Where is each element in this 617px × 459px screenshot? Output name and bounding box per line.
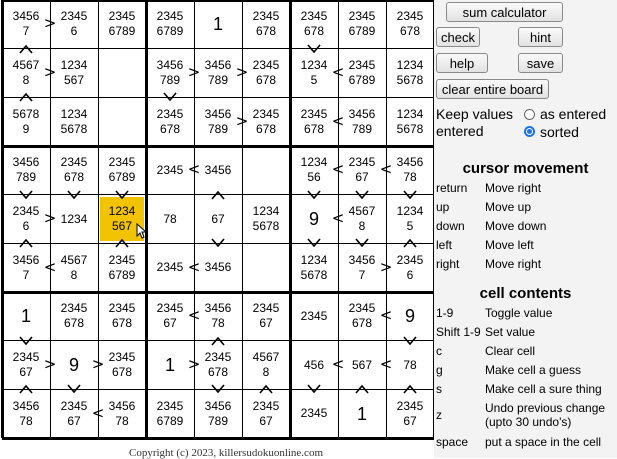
up-chevron-sign [258, 384, 274, 394]
sudoku-grid [2, 0, 434, 438]
cell-r8c5[interactable] [196, 343, 240, 388]
cell-r9c4[interactable] [148, 391, 192, 436]
down-chevron-sign [402, 336, 418, 346]
less-than-sign: < [43, 257, 57, 276]
cell-contents-heading: cell contents [479, 285, 572, 302]
less-than-sign: < [187, 160, 201, 179]
down-chevron-sign [306, 238, 322, 248]
grid-line-horizontal [2, 48, 434, 49]
cell-r4c6[interactable] [244, 148, 288, 193]
shortcut-key: s [436, 382, 442, 396]
cursor-movement-heading: cursor movement [462, 160, 589, 177]
less-than-sign: < [379, 355, 393, 374]
shortcut-description: Move left [485, 238, 534, 252]
cell-candidates: 2345 678 [108, 301, 136, 331]
cell-r7c3[interactable] [100, 294, 144, 339]
up-chevron-sign [18, 384, 34, 394]
cell-candidates: 2345 6789 [348, 9, 376, 39]
up-chevron-sign [402, 238, 418, 248]
as-entered-label: as entered [540, 106, 607, 122]
cell-candidates: 2345 678 [300, 9, 328, 39]
save-button[interactable]: save [518, 53, 563, 73]
cell-candidates: 2345 678 [252, 57, 280, 87]
less-than-sign: < [187, 306, 201, 325]
shortcut-description: Make cell a sure thing [485, 382, 602, 396]
cell-candidates: 1234 5678 [60, 106, 88, 136]
cell-r9c6[interactable] [244, 391, 288, 436]
cell-r1c1[interactable] [4, 2, 48, 47]
shortcut-key: 1-9 [436, 306, 454, 320]
down-chevron-sign [402, 190, 418, 200]
cell-r5c9[interactable] [388, 197, 432, 242]
down-chevron-sign [306, 44, 322, 54]
cell-candidates: 1234 567 [108, 204, 136, 233]
cell-r3c8[interactable] [340, 99, 384, 144]
check-button[interactable]: check [436, 27, 480, 47]
cell-r7c9[interactable] [388, 294, 432, 339]
cell-r8c1[interactable] [4, 343, 48, 388]
cell-r8c9[interactable] [388, 343, 432, 388]
cell-candidates: 1234 5678 [300, 252, 328, 282]
cell-r9c3[interactable] [100, 391, 144, 436]
sorted-radio[interactable] [524, 126, 535, 137]
cell-candidates: 2345 6789 [156, 398, 184, 428]
down-chevron-sign [66, 384, 82, 394]
cell-candidates: 2345 6789 [108, 155, 136, 185]
cell-candidates: 456 [303, 357, 325, 372]
cell-r2c7[interactable] [292, 51, 336, 96]
less-than-sign: < [379, 306, 393, 325]
cell-r4c1[interactable] [4, 148, 48, 193]
cell-candidates: 3456 789 [204, 398, 232, 428]
cell-candidates: 2345 67 [252, 398, 280, 428]
cell-r4c7[interactable] [292, 148, 336, 193]
less-than-sign: < [331, 209, 345, 227]
up-chevron-sign [18, 92, 34, 102]
cell-r5c1[interactable] [4, 197, 48, 242]
cell-r7c1[interactable] [4, 294, 48, 339]
cell-candidates: 3456 [204, 260, 232, 275]
cell-candidates: 1234 567 [60, 57, 88, 87]
less-than-sign: < [331, 63, 345, 81]
cell-candidates: 2345 67 [348, 155, 376, 185]
cell-candidates: 3456 789 [204, 57, 232, 87]
cell-r3c3[interactable] [100, 99, 144, 144]
cell-r5c8[interactable] [340, 197, 384, 242]
shortcut-key: c [436, 344, 442, 358]
cell-candidates: 2345 6 [60, 9, 88, 39]
cell-candidates: 2345 6789 [156, 9, 184, 39]
cell-candidates: 1234 [60, 211, 88, 226]
cell-candidates: 2345 [300, 406, 328, 421]
cell-candidates: 67 [211, 211, 225, 226]
cell-r1c7[interactable] [292, 2, 336, 47]
cell-r6c4[interactable] [148, 245, 192, 290]
cell-candidates: 3456 7 [348, 252, 376, 282]
cell-candidates: 4567 8 [252, 350, 280, 380]
shortcut-key: left [436, 238, 453, 252]
less-than-sign: < [331, 355, 345, 374]
less-than-sign: < [331, 160, 345, 179]
cell-r8c4[interactable] [148, 343, 192, 388]
cell-candidates: 78 [163, 211, 177, 226]
cell-r1c5[interactable] [196, 2, 240, 47]
shortcut-key: g [436, 363, 443, 377]
cell-r9c8[interactable] [340, 391, 384, 436]
cell-candidates: 1234 5 [396, 204, 424, 233]
control-panel [434, 0, 617, 458]
grid-line-horizontal [2, 437, 434, 440]
cell-candidates: 2345 [156, 162, 184, 177]
shortcut-description: Set value [485, 325, 536, 339]
cell-candidates: 2345 6789 [348, 57, 376, 87]
greater-than-sign: > [91, 355, 105, 374]
down-chevron-sign [18, 336, 34, 346]
cell-candidates: 3456 78 [12, 398, 40, 428]
up-chevron-sign [210, 190, 226, 200]
down-chevron-sign [354, 190, 370, 200]
cell-candidates: 2345 67 [12, 350, 40, 380]
cell-candidates: 2345 [156, 260, 184, 275]
cell-candidates: 1 [164, 355, 175, 376]
shortcut-key: down [436, 219, 465, 233]
cell-r9c1[interactable] [4, 391, 48, 436]
cell-r4c9[interactable] [388, 148, 432, 193]
cell-r5c4[interactable] [148, 197, 192, 242]
up-chevron-sign [114, 238, 130, 248]
cell-candidates: 3456 78 [108, 398, 136, 428]
shortcut-key: space [436, 435, 469, 449]
cell-candidates: 3456 7 [12, 9, 40, 39]
grid-line-horizontal [2, 145, 434, 148]
shortcut-key: right [436, 257, 460, 271]
cell-r3c1[interactable] [4, 99, 48, 144]
shortcut-description: Make cell a guess [485, 363, 582, 377]
copyright-text: Copyright (c) 2023, killersudokuonline.com [129, 447, 323, 459]
help-button[interactable]: help [436, 53, 488, 73]
less-than-sign: < [91, 403, 105, 422]
as-entered-radio[interactable] [524, 109, 535, 120]
shortcut-description: Undo previous change (upto 30 undo's) [485, 401, 606, 429]
cell-r6c3[interactable] [100, 245, 144, 290]
cell-candidates: 9 [404, 306, 415, 327]
cell-candidates: 78 [403, 357, 417, 372]
cell-candidates: 1 [20, 306, 31, 327]
cell-r8c3[interactable] [100, 343, 144, 388]
cell-candidates: 2345 678 [348, 301, 376, 331]
cell-candidates: 9 [308, 209, 319, 229]
cell-r3c9[interactable] [388, 99, 432, 144]
shortcut-description: Clear cell [485, 344, 536, 358]
cell-r5c7[interactable] [292, 197, 336, 242]
down-chevron-sign [162, 92, 178, 102]
cell-candidates: 3456 789 [204, 106, 232, 136]
cell-candidates: 1234 5 [300, 57, 328, 87]
less-than-sign: < [187, 257, 201, 276]
cell-candidates: 2345 6 [396, 252, 424, 282]
cell-r7c8[interactable] [340, 294, 384, 339]
cell-candidates: 2345 6 [12, 204, 40, 233]
less-than-sign: < [379, 160, 393, 179]
cell-candidates: 2345 6789 [108, 9, 136, 39]
cell-r9c7[interactable] [292, 391, 336, 436]
shortcut-description: put a space in the cell [485, 435, 602, 449]
cell-r1c8[interactable] [340, 2, 384, 47]
cell-candidates: 2345 67 [156, 301, 184, 331]
up-chevron-sign [18, 44, 34, 54]
cell-r7c5[interactable] [196, 294, 240, 339]
cell-r6c6[interactable] [244, 245, 288, 290]
cell-r4c2[interactable] [52, 148, 96, 193]
cell-r9c5[interactable] [196, 391, 240, 436]
shortcut-key: return [436, 181, 468, 195]
cell-candidates: 2345 [300, 308, 328, 323]
cell-candidates: 567 [351, 357, 373, 372]
cell-r2c3[interactable] [100, 51, 144, 96]
greater-than-sign: > [187, 63, 201, 81]
cell-r6c5[interactable] [196, 245, 240, 290]
cell-candidates: 3456 [204, 162, 232, 177]
cell-r5c5[interactable] [196, 197, 240, 242]
cell-r2c8[interactable] [340, 51, 384, 96]
grid-line-horizontal [2, 97, 434, 98]
cell-candidates: 2345 678 [252, 106, 280, 136]
cell-r7c4[interactable] [148, 294, 192, 339]
down-chevron-sign [18, 190, 34, 200]
cell-r8c6[interactable] [244, 343, 288, 388]
cell-candidates: 1234 5678 [396, 57, 424, 87]
cell-r6c2[interactable] [52, 245, 96, 290]
grid-line-horizontal [2, 291, 434, 294]
cell-candidates: 2345 678 [156, 106, 184, 136]
cell-r4c4[interactable] [148, 148, 192, 193]
cell-candidates: 4567 8 [60, 252, 88, 282]
cell-r7c2[interactable] [52, 294, 96, 339]
cell-r8c8[interactable] [340, 343, 384, 388]
cell-r2c6[interactable] [244, 51, 288, 96]
cell-r2c5[interactable] [196, 51, 240, 96]
down-chevron-sign [66, 190, 82, 200]
greater-than-sign: > [43, 63, 57, 81]
cell-candidates: 2345 678 [60, 155, 88, 185]
clear-entire-board-button[interactable]: clear entire board [436, 79, 549, 99]
shortcut-description: Move down [485, 219, 547, 233]
cell-r8c2[interactable] [52, 343, 96, 388]
cell-candidates: 2345 6789 [108, 252, 136, 282]
down-chevron-sign [210, 238, 226, 248]
cell-candidates: 3456 789 [156, 57, 184, 87]
mouse-pointer-icon [136, 223, 146, 239]
cell-r6c8[interactable] [340, 245, 384, 290]
shortcut-key: z [436, 408, 442, 422]
cell-r2c1[interactable] [4, 51, 48, 96]
cell-candidates: 1 [356, 403, 367, 424]
up-chevron-sign [354, 384, 370, 394]
cell-candidates: 3456 7 [12, 252, 40, 282]
cell-r6c9[interactable] [388, 245, 432, 290]
greater-than-sign: > [43, 355, 57, 374]
grid-line-vertical [145, 0, 148, 438]
shortcut-description: Move right [485, 257, 542, 271]
cell-r7c6[interactable] [244, 294, 288, 339]
cell-candidates: 2345 678 [252, 9, 280, 39]
grid-line-horizontal [2, 0, 434, 2]
cell-r1c6[interactable] [244, 2, 288, 47]
cell-r5c2[interactable] [52, 197, 96, 242]
cell-r3c2[interactable] [52, 99, 96, 144]
shortcut-description: Toggle value [485, 306, 553, 320]
hint-button[interactable]: hint [518, 27, 563, 47]
cell-candidates: 4567 8 [348, 204, 376, 233]
less-than-sign: < [331, 111, 345, 130]
cell-candidates: 2345 678 [108, 350, 136, 380]
cell-candidates: 1 [212, 14, 223, 35]
cell-candidates: 9 [68, 355, 79, 376]
up-chevron-sign [402, 384, 418, 394]
cell-candidates: 3456 789 [348, 106, 376, 136]
cell-r9c2[interactable] [52, 391, 96, 436]
up-chevron-sign [210, 336, 226, 346]
cell-r2c4[interactable] [148, 51, 192, 96]
cell-candidates: 3456 78 [396, 155, 424, 185]
cell-candidates: 1234 5678 [252, 204, 280, 233]
cell-candidates: 3456 789 [12, 155, 40, 185]
cell-candidates: 2345 678 [204, 350, 232, 380]
cell-r4c5[interactable] [196, 148, 240, 193]
greater-than-sign: > [379, 257, 393, 276]
shortcut-description: Move right [485, 181, 542, 195]
cell-candidates: 2345 67 [252, 301, 280, 331]
cell-r6c1[interactable] [4, 245, 48, 290]
cell-r8c7[interactable] [292, 343, 336, 388]
cell-r4c3[interactable] [100, 148, 144, 193]
shortcut-key: Shift 1-9 [436, 325, 481, 339]
cell-r2c2[interactable] [52, 51, 96, 96]
down-chevron-sign [306, 190, 322, 200]
grid-line-vertical [1, 0, 4, 438]
down-chevron-sign [354, 238, 370, 248]
shortcut-description: Move up [485, 200, 532, 214]
cell-r6c7[interactable] [292, 245, 336, 290]
cell-r1c3[interactable] [100, 2, 144, 47]
greater-than-sign: > [43, 14, 57, 33]
cell-candidates: 3456 78 [204, 301, 232, 331]
cell-candidates: 2345 67 [396, 398, 424, 428]
cell-candidates: 5678 9 [12, 106, 40, 136]
down-chevron-sign [114, 190, 130, 200]
cell-r1c4[interactable] [148, 2, 192, 47]
cell-r3c5[interactable] [196, 99, 240, 144]
greater-than-sign: > [235, 111, 249, 130]
cell-r1c9[interactable] [388, 2, 432, 47]
cell-r7c7[interactable] [292, 294, 336, 339]
cell-candidates: 1234 5678 [396, 106, 424, 136]
up-chevron-sign [18, 238, 34, 248]
cell-r5c6[interactable] [244, 197, 288, 242]
shortcut-key: up [436, 200, 450, 214]
cell-r1c2[interactable] [52, 2, 96, 47]
cell-r3c7[interactable] [292, 99, 336, 144]
cell-candidates: 1234 56 [300, 155, 328, 185]
grid-line-vertical [289, 0, 292, 438]
cell-r3c6[interactable] [244, 99, 288, 144]
cell-r3c4[interactable] [148, 99, 192, 144]
cell-candidates: 2345 678 [60, 301, 88, 331]
cell-r4c8[interactable] [340, 148, 384, 193]
keep-values-label: Keep values entered [436, 106, 514, 139]
cell-r9c9[interactable] [388, 391, 432, 436]
greater-than-sign: > [43, 209, 57, 227]
down-chevron-sign [306, 384, 322, 394]
sum-calculator-button[interactable]: sum calculator [446, 2, 563, 22]
greater-than-sign: > [187, 355, 201, 374]
down-chevron-sign [210, 384, 226, 394]
cell-candidates: 2345 678 [396, 9, 424, 39]
cell-candidates: 4567 8 [12, 57, 40, 87]
cell-r2c9[interactable] [388, 51, 432, 96]
sorted-label: sorted [540, 124, 579, 140]
greater-than-sign: > [235, 63, 249, 81]
cell-candidates: 2345 678 [300, 106, 328, 136]
cell-candidates: 2345 67 [60, 398, 88, 428]
